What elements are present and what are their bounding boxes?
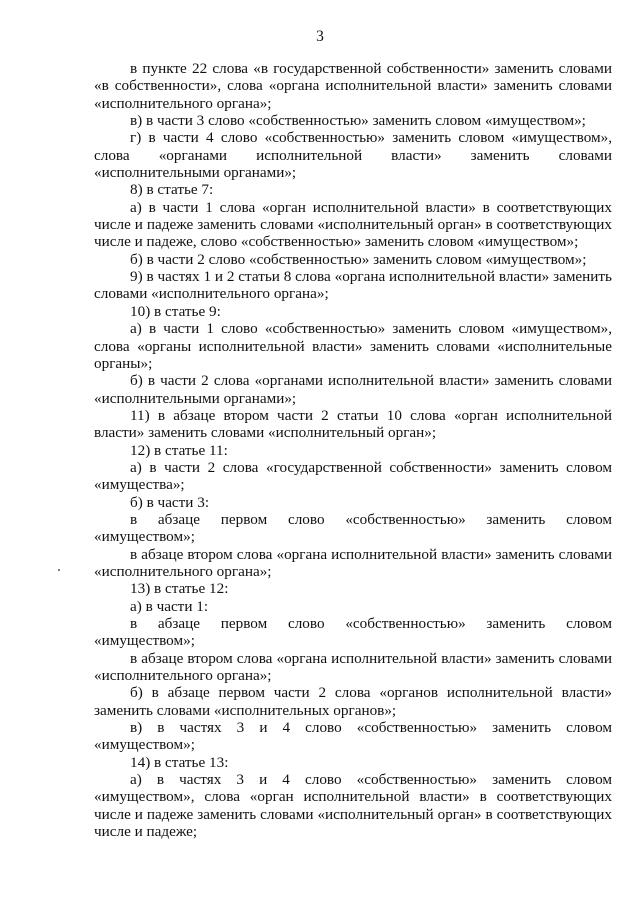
paragraph: в абзаце втором слова «органа исполнительной власти» заменить словами «исполнительного органа»; (94, 649, 612, 685)
paragraph: в) в части 3 слово «собственностью» заменить словом «имуществом»; (130, 112, 586, 130)
document-body (94, 60, 612, 840)
paragraph: в пункте 22 слова «в государственной собственности» заменить словами «в собственности», слова «органа исполнительной власти» заменить словами «исполнительного органа»; (94, 60, 612, 112)
paragraph: б) в части 2 слова «органами исполнительной власти» заменить словами «исполнительными органами»; (94, 372, 612, 407)
page-number: 3 (316, 28, 324, 45)
paragraph: г) в части 4 слово «собственностью» заменить словом «имуществом», слова «органами исполнительной власти» заменить словами «исполнительными органами»; (94, 129, 612, 182)
paragraph: 11) в абзаце втором части 2 статьи 10 слова «орган исполнительной власти» заменить словами «исполнительный орган»; (94, 406, 612, 442)
paragraph: в абзаце первом слово «собственностью» заменить словом «имуществом»; (94, 510, 612, 546)
paragraph: б) в части 2 слово «собственностью» заменить словом «имуществом»; (130, 250, 587, 268)
paragraph: б) в абзаце первом части 2 слова «органов исполнительной власти» заменить словами «исполнительных органов»; (94, 684, 612, 719)
paragraph: 13) в статье 12: (130, 580, 229, 598)
paragraph: а) в части 1 слова «орган исполнительной власти» в соответствующих числе и падеже заменить словами «исполнительный орган» в соответствующих числе и падеже, слово «собственностью» заменить словом «имуществом»; (94, 198, 612, 251)
paragraph: в) в частях 3 и 4 слово «собственностью» заменить словом «имуществом»; (94, 719, 612, 754)
paragraph: в абзаце первом слово «собственностью» заменить словом «имуществом»; (94, 615, 612, 650)
paragraph: а) в части 1 слово «собственностью» заменить словом «имуществом», слова «органы исполнительной власти» заменить словами «исполнительные органы»; (94, 320, 612, 372)
paragraph: 9) в частях 1 и 2 статьи 8 слова «органа исполнительной власти» заменить словами «исполнительного органа»; (94, 268, 612, 303)
paragraph: 8) в статье 7: (130, 181, 214, 199)
paragraph: 10) в статье 9: (130, 302, 221, 320)
paragraph: 14) в статье 13: (130, 753, 229, 771)
paragraph: а) в части 1: (130, 597, 209, 615)
paragraph: в абзаце втором слова «органа исполнительной власти» заменить словами «исполнительного органа»; (94, 545, 612, 580)
paragraph: б) в части 3: (130, 493, 210, 511)
paragraph: 12) в статье 11: (130, 441, 228, 459)
paragraph: а) в частях 3 и 4 слово «собственностью» заменить словом «имуществом», слова «орган исполнительной власти» в соответствующих числе и падеже заменить словами «исполнительный орган» в соответствующих числе и падеже; (94, 771, 612, 841)
paragraph: а) в части 2 слова «государственной собственности» заменить словом «имущества»; (94, 458, 612, 494)
scan-speck (58, 569, 60, 571)
